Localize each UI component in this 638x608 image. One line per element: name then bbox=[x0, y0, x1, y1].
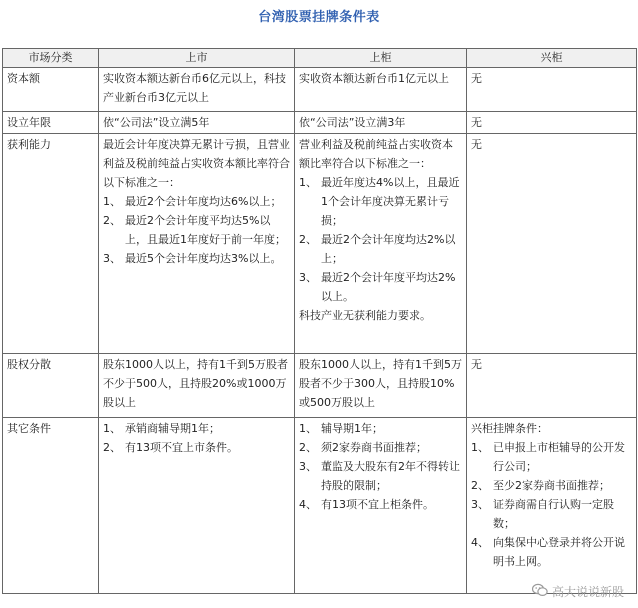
cell-years-otc: 依“公司法”设立满3年 bbox=[295, 112, 467, 134]
cell-profit-otc bbox=[295, 134, 467, 354]
cell-years-listed: 依“公司法”设立满5年 bbox=[99, 112, 295, 134]
row-label-years: 设立年限 bbox=[3, 112, 99, 134]
header-otc: 上柜 bbox=[295, 49, 467, 68]
table-row-capital bbox=[3, 68, 637, 112]
listing-conditions-table bbox=[2, 48, 637, 594]
row-label-equity: 股权分散 bbox=[3, 354, 99, 418]
table-row-other bbox=[3, 418, 637, 594]
cell-capital-emerging: 无 bbox=[467, 68, 637, 112]
table-row-profit bbox=[3, 134, 637, 354]
cell-other-listed bbox=[99, 418, 295, 594]
watermark bbox=[532, 583, 624, 600]
list-item: 4、 向集保中心登录并将公开说明书上网。 bbox=[471, 536, 625, 568]
header-listed: 上市 bbox=[99, 49, 295, 68]
table-row-years bbox=[3, 112, 637, 134]
cell-equity-emerging: 无 bbox=[467, 354, 637, 418]
list-item: 2、 须2家券商书面推荐； bbox=[299, 441, 427, 454]
list-item: 3、 最近2个会计年度平均达2%以上。 bbox=[299, 271, 456, 303]
row-label-profit: 获利能力 bbox=[3, 134, 99, 354]
header-emerging: 兴柜 bbox=[467, 49, 637, 68]
list-item: 1、 辅导期1年； bbox=[299, 422, 383, 435]
cell-other-emerging bbox=[467, 418, 637, 594]
list-item: 2、 最近2个会计年度平均达5%以上，且最近1年度好于前一年度； bbox=[103, 214, 286, 246]
cell-equity-otc: 股东1000人以上，持有1千到5万股者不少于300人，且持股10%或500万股以上 bbox=[295, 354, 467, 418]
list-item: 1、 承销商辅导期1年； bbox=[103, 422, 220, 435]
cell-capital-otc: 实收资本额达新台币1亿元以上 bbox=[295, 68, 467, 112]
list-item: 4、 有13项不宜上柜条件。 bbox=[299, 498, 434, 511]
page-title: 台湾股票挂牌条件表 bbox=[258, 10, 380, 25]
list-item: 3、 最近5个会计年度均达3%以上。 bbox=[103, 252, 282, 265]
list-item: 3、 董监及大股东有2年不得转让持股的限制； bbox=[299, 460, 460, 492]
header-category: 市场分类 bbox=[3, 49, 99, 68]
table-header-row bbox=[3, 49, 637, 68]
cell-profit-emerging: 无 bbox=[467, 134, 637, 354]
watermark-text: 高大说说新股 bbox=[551, 585, 624, 599]
profit-otc-intro: 营业利益及税前纯益占实收资本额比率符合以下标准之一： bbox=[299, 138, 453, 170]
profit-listed-intro: 最近会计年度决算无累计亏损，且营业利益及税前纯益占实收资本额比率符合以下标准之一： bbox=[103, 138, 290, 189]
list-item: 1、 最近年度达4%以上，且最近1个会计年度决算无累计亏损； bbox=[299, 176, 460, 227]
profit-otc-note: 科技产业无获利能力要求。 bbox=[299, 309, 431, 322]
cell-years-emerging: 无 bbox=[467, 112, 637, 134]
other-emerging-intro: 兴柜挂牌条件： bbox=[471, 422, 548, 435]
list-item: 1、 已申报上市柜辅导的公开发行公司； bbox=[471, 441, 625, 473]
list-item: 1、 最近2个会计年度均达6%以上； bbox=[103, 195, 282, 208]
list-item: 3、 证券商需自行认购一定股数； bbox=[471, 498, 614, 530]
cell-profit-listed bbox=[99, 134, 295, 354]
row-label-other: 其它条件 bbox=[3, 418, 99, 594]
list-item: 2、 最近2个会计年度均达2%以上； bbox=[299, 233, 456, 265]
list-item: 2、 至少2家券商书面推荐； bbox=[471, 479, 610, 492]
list-item: 2、 有13项不宜上市条件。 bbox=[103, 441, 238, 454]
cell-capital-listed: 实收资本额达新台币6亿元以上，科技产业新台币3亿元以上 bbox=[99, 68, 295, 112]
cell-other-otc bbox=[295, 418, 467, 594]
wechat-icon bbox=[532, 583, 548, 600]
row-label-capital: 资本额 bbox=[3, 68, 99, 112]
table-row-equity bbox=[3, 354, 637, 418]
cell-equity-listed: 股东1000人以上，持有1千到5万股者不少于500人，且持股20%或1000万股以上 bbox=[99, 354, 295, 418]
